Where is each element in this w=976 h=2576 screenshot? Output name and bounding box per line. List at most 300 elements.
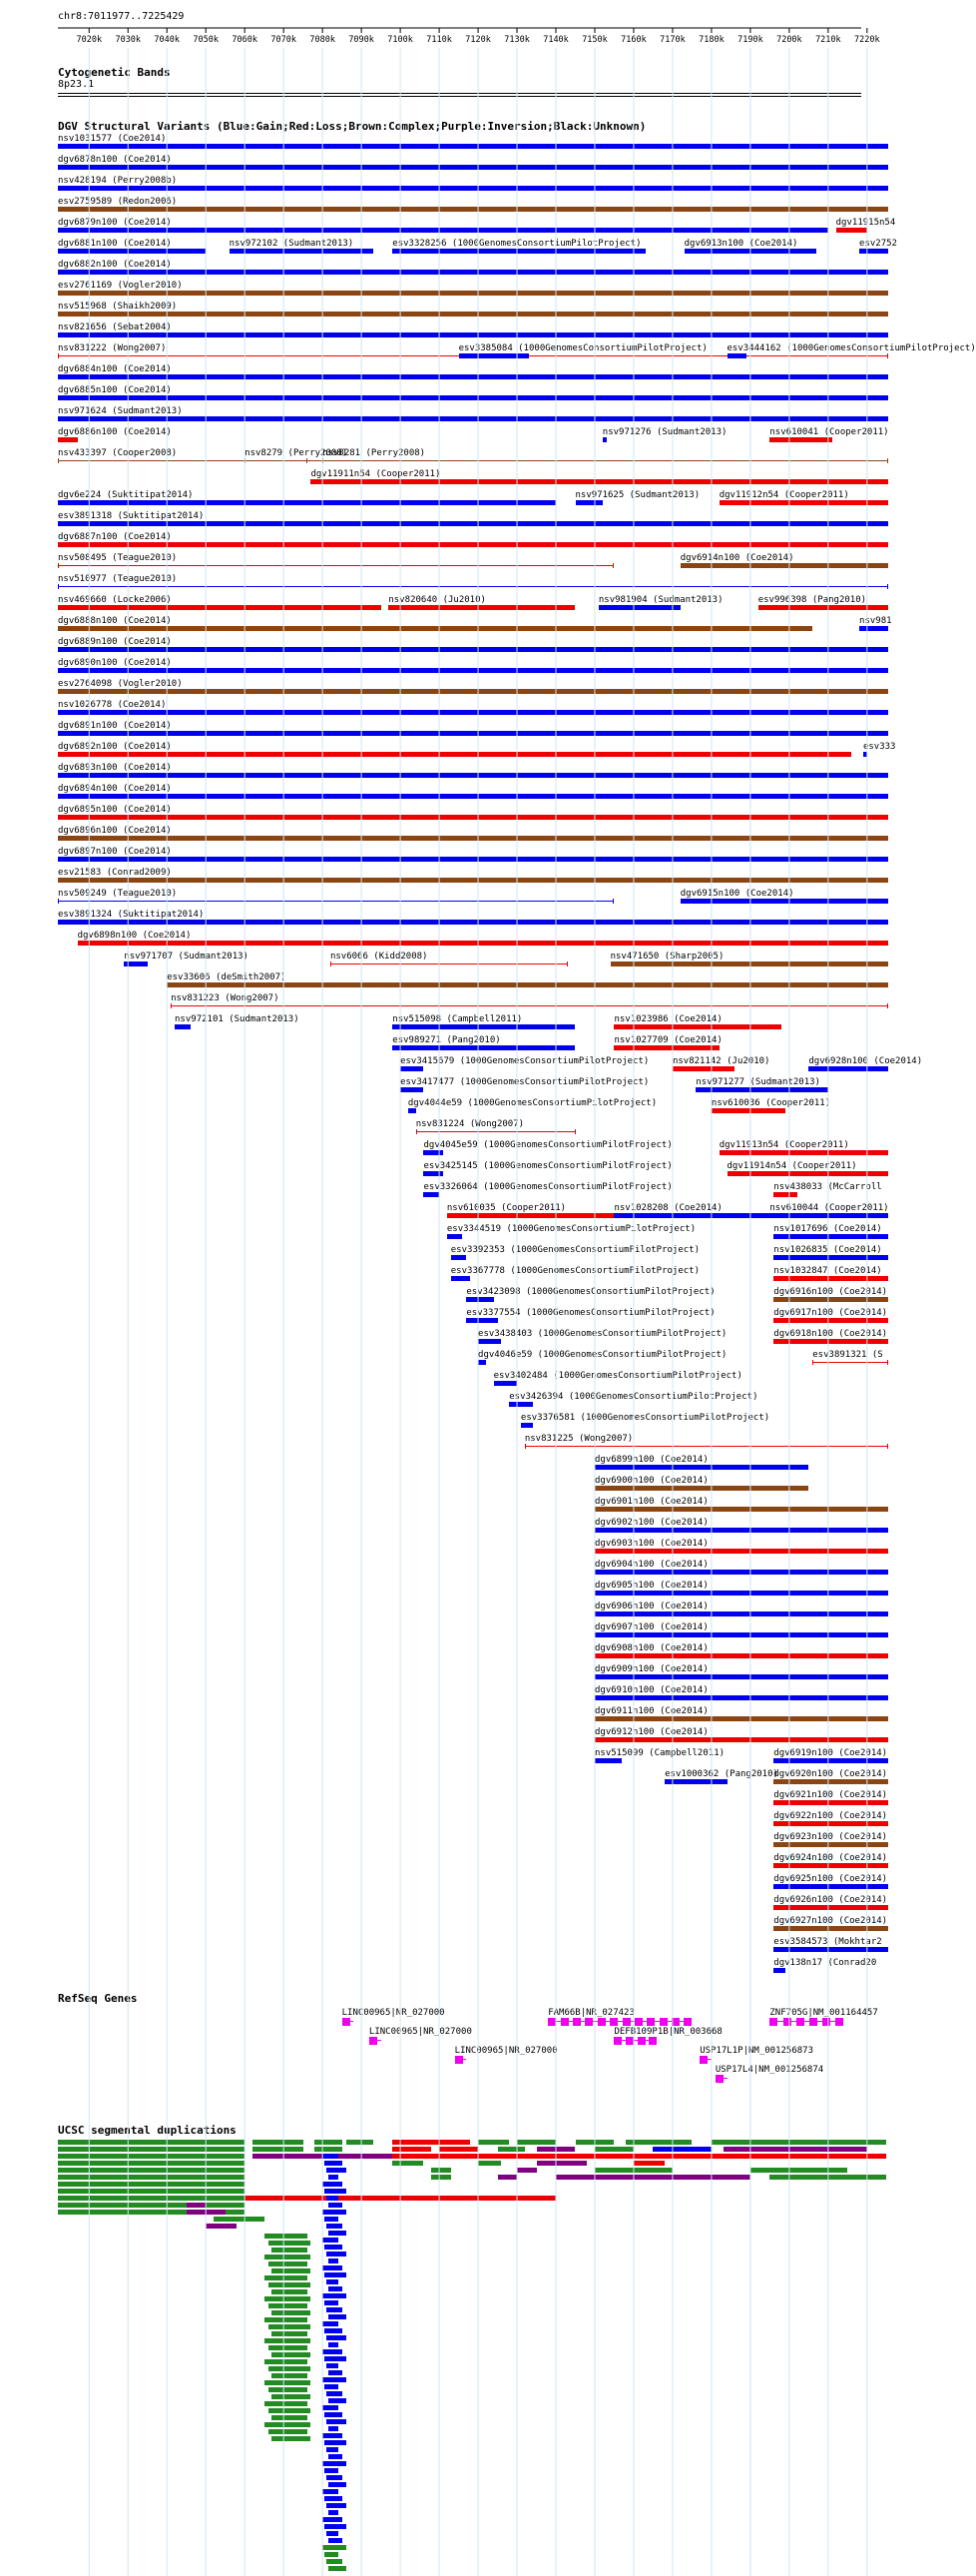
sv-feature[interactable]: [416, 1131, 576, 1132]
sv-feature[interactable]: [58, 836, 888, 841]
segdup-block[interactable]: [187, 2210, 226, 2215]
sv-feature[interactable]: [773, 1779, 888, 1784]
segdup-block[interactable]: [328, 2342, 338, 2347]
segdup-block[interactable]: [626, 2140, 692, 2145]
segdup-block[interactable]: [431, 2175, 450, 2180]
sv-feature[interactable]: [773, 1234, 888, 1239]
segdup-block[interactable]: [439, 2147, 478, 2152]
sv-feature[interactable]: [595, 1507, 888, 1512]
segdup-block[interactable]: [264, 2422, 311, 2427]
sv-feature[interactable]: [773, 1318, 888, 1323]
gene-exon[interactable]: [585, 2018, 593, 2026]
gene-exon[interactable]: [635, 2018, 643, 2026]
sv-feature[interactable]: [124, 962, 147, 966]
sv-feature[interactable]: [58, 144, 888, 149]
segdup-block[interactable]: [268, 2366, 311, 2371]
segdup-block[interactable]: [517, 2168, 536, 2173]
segdup-block[interactable]: [392, 2161, 423, 2166]
segdup-block[interactable]: [326, 2252, 345, 2256]
segdup-block[interactable]: [498, 2175, 517, 2180]
segdup-block[interactable]: [324, 2161, 342, 2166]
segdup-block[interactable]: [712, 2140, 886, 2145]
feature-label: dgv6905n100 (Coe2014): [594, 1581, 709, 1591]
segdup-block[interactable]: [58, 2140, 244, 2145]
sv-feature[interactable]: [58, 731, 888, 736]
sv-feature[interactable]: [769, 437, 831, 442]
sv-feature[interactable]: [773, 1339, 888, 1344]
feature-label: nsv469660 (Locke2006): [58, 595, 172, 605]
sv-feature[interactable]: [466, 1297, 493, 1302]
segdup-block[interactable]: [324, 2189, 345, 2194]
sv-feature[interactable]: [614, 1045, 719, 1050]
segdup-block[interactable]: [268, 2408, 311, 2413]
ruler-tick-label: 7100k: [387, 35, 413, 45]
sv-feature[interactable]: [595, 1653, 888, 1658]
gene-exon[interactable]: [660, 2018, 668, 2026]
gene-exon[interactable]: [649, 2037, 657, 2045]
sv-feature[interactable]: [58, 207, 888, 212]
sv-feature[interactable]: [773, 1800, 888, 1805]
segdup-block[interactable]: [326, 2503, 345, 2508]
gene-exon[interactable]: [822, 2018, 830, 2026]
sv-feature[interactable]: [773, 1255, 888, 1260]
sv-feature[interactable]: [58, 249, 206, 254]
sv-feature[interactable]: [392, 249, 645, 254]
segdup-block[interactable]: [322, 2321, 338, 2326]
sv-feature[interactable]: [681, 899, 888, 904]
segdup-block[interactable]: [271, 2415, 306, 2420]
segdup-block[interactable]: [58, 2168, 244, 2173]
gene-exon[interactable]: [647, 2018, 655, 2026]
gene-exon[interactable]: [369, 2037, 377, 2045]
segdup-block[interactable]: [322, 2349, 341, 2354]
sv-feature[interactable]: [58, 500, 556, 505]
segdup-block[interactable]: [326, 2559, 342, 2564]
segdup-block[interactable]: [264, 2317, 307, 2322]
sv-feature[interactable]: [451, 1276, 470, 1281]
segdup-block[interactable]: [328, 2454, 342, 2459]
segdup-block[interactable]: [326, 2531, 338, 2536]
sv-feature[interactable]: [728, 1171, 888, 1176]
sv-feature[interactable]: [603, 437, 607, 442]
segdup-block[interactable]: [271, 2248, 306, 2253]
sv-feature[interactable]: [408, 1108, 416, 1113]
segdup-block[interactable]: [322, 2265, 341, 2270]
sv-feature[interactable]: [58, 773, 888, 778]
gene-exon[interactable]: [561, 2018, 569, 2026]
feature-label: esv3417477 (1000GenomesConsortiumPilotProject): [400, 1077, 650, 1087]
segdup-block[interactable]: [252, 2147, 303, 2152]
segdup-block[interactable]: [324, 2356, 345, 2361]
segdup-block[interactable]: [324, 2440, 345, 2445]
sv-feature[interactable]: [863, 752, 867, 757]
sv-feature[interactable]: [595, 1611, 888, 1616]
sv-feature[interactable]: [521, 1423, 533, 1428]
segdup-block[interactable]: [187, 2203, 206, 2208]
segdup-block[interactable]: [724, 2147, 867, 2152]
segdup-block[interactable]: [322, 2154, 338, 2159]
sv-feature[interactable]: [167, 982, 888, 987]
segdup-block[interactable]: [324, 2328, 342, 2333]
segdup-block[interactable]: [264, 2359, 307, 2364]
segdup-block[interactable]: [634, 2161, 665, 2166]
sv-feature[interactable]: [58, 710, 888, 715]
sv-feature[interactable]: [447, 1234, 463, 1239]
segdup-block[interactable]: [556, 2175, 750, 2180]
sv-feature[interactable]: [58, 586, 888, 587]
segdup-block[interactable]: [328, 2510, 338, 2515]
sv-feature[interactable]: [58, 794, 888, 799]
segdup-block[interactable]: [264, 2234, 307, 2239]
segdup-block[interactable]: [328, 2538, 342, 2543]
gene-exon[interactable]: [769, 2018, 777, 2026]
segdup-block[interactable]: [322, 2377, 345, 2382]
sv-feature[interactable]: [58, 228, 828, 233]
sv-feature[interactable]: [836, 228, 867, 233]
sv-feature[interactable]: [696, 1087, 828, 1092]
sv-feature[interactable]: [322, 460, 888, 461]
segdup-block[interactable]: [326, 2196, 338, 2201]
sv-feature[interactable]: [230, 249, 373, 254]
segdup-block[interactable]: [268, 2387, 307, 2392]
sv-feature[interactable]: [58, 165, 888, 170]
segdup-block[interactable]: [324, 2496, 342, 2501]
segdup-block[interactable]: [324, 2552, 338, 2557]
sv-feature[interactable]: [595, 1674, 888, 1679]
segdup-block[interactable]: [314, 2140, 341, 2145]
segdup-block[interactable]: [478, 2140, 509, 2145]
gene-exon[interactable]: [342, 2018, 350, 2026]
segdup-block[interactable]: [271, 2352, 310, 2357]
segdup-block[interactable]: [264, 2254, 311, 2259]
sv-feature[interactable]: [720, 1150, 888, 1155]
gene-exon[interactable]: [700, 2056, 708, 2064]
segdup-block[interactable]: [326, 2224, 342, 2229]
segdup-block[interactable]: [268, 2303, 307, 2308]
segdup-block[interactable]: [326, 2475, 342, 2480]
feature-label: esv3891324 (Suktitipat2014): [58, 910, 205, 920]
segdup-block[interactable]: [322, 2517, 341, 2522]
sv-feature[interactable]: [58, 416, 888, 421]
sv-feature[interactable]: [58, 815, 888, 820]
sv-feature[interactable]: [595, 1465, 808, 1470]
segdup-block[interactable]: [58, 2182, 244, 2187]
segdup-block[interactable]: [271, 2289, 306, 2294]
sv-feature[interactable]: [459, 353, 529, 358]
segdup-block[interactable]: [264, 2275, 307, 2280]
segdup-block[interactable]: [264, 2401, 307, 2406]
segdup-block[interactable]: [328, 2370, 342, 2375]
sv-feature[interactable]: [595, 1695, 888, 1700]
sv-feature[interactable]: [808, 1066, 888, 1071]
segdup-block[interactable]: [326, 2279, 338, 2284]
gene-exon[interactable]: [614, 2037, 622, 2045]
segdup-block[interactable]: [537, 2161, 588, 2166]
sv-feature[interactable]: [773, 1968, 785, 1973]
segdup-block[interactable]: [322, 2405, 338, 2410]
segdup-block[interactable]: [58, 2161, 244, 2166]
segdup-block[interactable]: [328, 2482, 346, 2487]
gene-exon[interactable]: [672, 2018, 680, 2026]
segdup-block[interactable]: [326, 2168, 345, 2173]
sv-feature[interactable]: [509, 1402, 532, 1407]
sv-feature[interactable]: [773, 1758, 888, 1763]
segdup-block[interactable]: [58, 2196, 244, 2201]
sv-feature[interactable]: [58, 857, 888, 862]
segdup-block[interactable]: [324, 2412, 342, 2417]
segdup-block[interactable]: [324, 2300, 338, 2305]
sv-feature[interactable]: [423, 1192, 439, 1197]
segdup-block[interactable]: [322, 2433, 341, 2438]
segdup-block[interactable]: [271, 2436, 310, 2441]
sv-feature[interactable]: [595, 1716, 888, 1721]
gene-exon[interactable]: [783, 2018, 791, 2026]
sv-feature[interactable]: [720, 500, 888, 505]
segdup-block[interactable]: [346, 2140, 373, 2145]
segdup-block[interactable]: [326, 2419, 345, 2424]
sv-feature[interactable]: [712, 1108, 785, 1113]
sv-feature[interactable]: [773, 1276, 888, 1281]
segdup-block[interactable]: [326, 2363, 338, 2368]
gene-exon[interactable]: [626, 2037, 634, 2045]
sv-feature[interactable]: [58, 437, 78, 442]
segdup-block[interactable]: [328, 2203, 342, 2208]
sv-feature[interactable]: [451, 1255, 467, 1260]
segdup-block[interactable]: [264, 2338, 311, 2343]
segdup-block[interactable]: [326, 2335, 345, 2340]
sv-feature[interactable]: [728, 353, 746, 358]
sv-feature[interactable]: [685, 249, 817, 254]
segdup-block[interactable]: [322, 2238, 338, 2243]
sv-feature[interactable]: [478, 1339, 501, 1344]
segdup-block[interactable]: [322, 2182, 341, 2187]
gene-exon[interactable]: [796, 2018, 804, 2026]
segdup-block[interactable]: [328, 2314, 346, 2319]
segdup-block[interactable]: [268, 2261, 307, 2266]
sv-feature[interactable]: [773, 1297, 888, 1302]
gene-exon[interactable]: [548, 2018, 556, 2026]
sv-feature[interactable]: [773, 1192, 796, 1197]
segdup-block[interactable]: [322, 2489, 338, 2494]
segdup-block[interactable]: [324, 2272, 345, 2277]
sv-feature[interactable]: [58, 542, 888, 547]
sv-feature[interactable]: [773, 1905, 888, 1910]
sv-feature[interactable]: [576, 500, 603, 505]
sv-feature[interactable]: [58, 332, 888, 337]
gene-exon[interactable]: [623, 2018, 631, 2026]
sv-feature[interactable]: [244, 460, 306, 461]
segdup-block[interactable]: [324, 2217, 338, 2222]
sv-feature[interactable]: [58, 626, 812, 631]
sv-feature[interactable]: [310, 479, 888, 484]
sv-feature[interactable]: [773, 1842, 888, 1847]
sv-feature[interactable]: [595, 1632, 888, 1637]
segdup-block[interactable]: [326, 2391, 342, 2396]
sv-feature[interactable]: [58, 647, 888, 652]
segdup-block[interactable]: [324, 2245, 342, 2250]
segdup-block[interactable]: [498, 2147, 525, 2152]
sv-feature[interactable]: [392, 1024, 575, 1029]
sv-feature[interactable]: [859, 249, 888, 254]
segdup-block[interactable]: [478, 2161, 501, 2166]
segdup-block[interactable]: [392, 2140, 470, 2145]
segdup-block[interactable]: [517, 2140, 556, 2145]
gene-exon[interactable]: [455, 2056, 463, 2064]
sv-feature[interactable]: [769, 1213, 888, 1218]
segdup-block[interactable]: [322, 2545, 345, 2550]
segdup-block[interactable]: [324, 2384, 338, 2389]
sv-feature[interactable]: [58, 920, 888, 925]
segdup-block[interactable]: [537, 2147, 576, 2152]
segdup-block[interactable]: [244, 2196, 556, 2201]
sv-feature[interactable]: [773, 1926, 888, 1931]
segdup-block[interactable]: [328, 2398, 346, 2403]
sv-feature[interactable]: [423, 1171, 442, 1176]
segdup-block[interactable]: [58, 2147, 244, 2152]
segdup-block[interactable]: [264, 2296, 311, 2301]
sv-feature[interactable]: [171, 1005, 888, 1006]
feature-label: nsv515968 (Shaikh2009): [58, 302, 178, 312]
segdup-block[interactable]: [328, 2566, 346, 2571]
sv-feature[interactable]: [175, 1024, 191, 1029]
sv-feature[interactable]: [773, 1863, 888, 1868]
sv-feature[interactable]: [58, 312, 888, 317]
sv-feature[interactable]: [773, 1947, 888, 1952]
gene-exon[interactable]: [573, 2018, 581, 2026]
segdup-block[interactable]: [268, 2241, 311, 2246]
segdup-block[interactable]: [268, 2345, 307, 2350]
feature-label: dgv6901n100 (Coe2014): [594, 1497, 709, 1507]
segdup-block[interactable]: [314, 2147, 341, 2152]
sv-feature[interactable]: [423, 1150, 442, 1155]
sv-feature[interactable]: [812, 1362, 888, 1363]
segdup-block[interactable]: [328, 2426, 338, 2431]
segdup-block[interactable]: [595, 2147, 634, 2152]
sv-feature[interactable]: [58, 270, 888, 275]
segdup-block[interactable]: [271, 2373, 306, 2378]
sv-feature[interactable]: [58, 878, 888, 883]
sv-feature[interactable]: [595, 1549, 888, 1554]
sv-feature[interactable]: [673, 1066, 734, 1071]
segdup-block[interactable]: [328, 2231, 346, 2236]
sv-feature[interactable]: [58, 668, 888, 673]
sv-feature[interactable]: [58, 374, 888, 379]
sv-feature[interactable]: [58, 901, 614, 902]
sv-feature[interactable]: [330, 964, 568, 965]
segdup-block[interactable]: [214, 2217, 264, 2222]
segdup-block[interactable]: [322, 2210, 345, 2215]
segdup-block[interactable]: [326, 2447, 338, 2452]
gene-exon[interactable]: [610, 2018, 618, 2026]
segdup-block[interactable]: [653, 2147, 711, 2152]
segdup-block[interactable]: [58, 2175, 244, 2180]
segdup-block[interactable]: [322, 2461, 345, 2466]
segdup-block[interactable]: [769, 2175, 886, 2180]
sv-feature[interactable]: [58, 752, 851, 757]
segdup-block[interactable]: [271, 2310, 310, 2315]
segdup-block[interactable]: [252, 2140, 303, 2145]
sv-feature[interactable]: [58, 565, 614, 566]
sv-feature[interactable]: [595, 1570, 888, 1575]
sv-feature[interactable]: [595, 1486, 808, 1491]
segdup-block[interactable]: [326, 2307, 342, 2312]
sv-feature[interactable]: [595, 1737, 888, 1742]
segdup-block[interactable]: [324, 2524, 345, 2529]
sv-feature[interactable]: [58, 521, 888, 526]
gene-exon[interactable]: [598, 2018, 606, 2026]
segdup-block[interactable]: [268, 2324, 311, 2329]
segdup-block[interactable]: [58, 2189, 244, 2194]
sv-feature[interactable]: [400, 1066, 423, 1071]
segdup-block[interactable]: [271, 2394, 310, 2399]
segdup-block[interactable]: [324, 2468, 338, 2473]
sv-feature[interactable]: [611, 962, 888, 966]
segdup-block[interactable]: [392, 2154, 886, 2159]
sv-feature[interactable]: [859, 626, 888, 631]
segdup-block[interactable]: [576, 2140, 615, 2145]
sv-feature[interactable]: [58, 395, 888, 400]
sv-feature[interactable]: [614, 1213, 781, 1218]
gene-exon[interactable]: [638, 2037, 646, 2045]
segdup-block[interactable]: [264, 2380, 311, 2385]
sv-feature[interactable]: [494, 1381, 517, 1386]
segdup-block[interactable]: [750, 2168, 847, 2173]
segdup-block[interactable]: [328, 2258, 338, 2263]
sv-feature[interactable]: [595, 1528, 888, 1533]
sv-feature[interactable]: [758, 605, 888, 610]
sv-feature[interactable]: [478, 1360, 486, 1365]
sv-feature[interactable]: [595, 1591, 888, 1596]
segdup-block[interactable]: [271, 2331, 306, 2336]
sv-feature[interactable]: [525, 1446, 888, 1447]
sv-feature[interactable]: [773, 1821, 888, 1826]
sv-feature[interactable]: [58, 291, 888, 296]
sv-feature[interactable]: [681, 563, 888, 568]
sv-feature[interactable]: [665, 1779, 727, 1784]
segdup-block[interactable]: [431, 2168, 450, 2173]
gene-exon[interactable]: [835, 2018, 843, 2026]
segdup-block[interactable]: [58, 2154, 244, 2159]
sv-feature[interactable]: [599, 605, 681, 610]
sv-feature[interactable]: [78, 941, 888, 946]
gene-exon[interactable]: [716, 2075, 724, 2083]
sv-feature[interactable]: [388, 605, 575, 610]
sv-feature[interactable]: [595, 1758, 622, 1763]
sv-feature[interactable]: [400, 1087, 423, 1092]
sv-feature[interactable]: [614, 1024, 781, 1029]
segdup-block[interactable]: [206, 2224, 237, 2229]
segdup-block[interactable]: [392, 2147, 431, 2152]
segdup-block[interactable]: [268, 2282, 311, 2287]
feature-label: dgv6889n100 (Coe2014): [58, 637, 172, 647]
segdup-block[interactable]: [268, 2429, 307, 2434]
sv-feature[interactable]: [58, 689, 888, 694]
segdup-block[interactable]: [328, 2286, 342, 2291]
segdup-block[interactable]: [58, 2203, 244, 2208]
sv-feature[interactable]: [58, 605, 381, 610]
sv-feature[interactable]: [58, 186, 888, 191]
segdup-block[interactable]: [328, 2175, 338, 2180]
gene-intron-line: [769, 2021, 843, 2022]
segdup-block[interactable]: [322, 2293, 345, 2298]
sv-feature[interactable]: [773, 1884, 888, 1889]
sv-feature[interactable]: [466, 1318, 497, 1323]
gene-exon[interactable]: [809, 2018, 817, 2026]
segdup-block[interactable]: [595, 2168, 673, 2173]
segdup-block[interactable]: [271, 2268, 310, 2273]
gene-exon[interactable]: [684, 2018, 692, 2026]
sv-feature[interactable]: [392, 1045, 575, 1050]
